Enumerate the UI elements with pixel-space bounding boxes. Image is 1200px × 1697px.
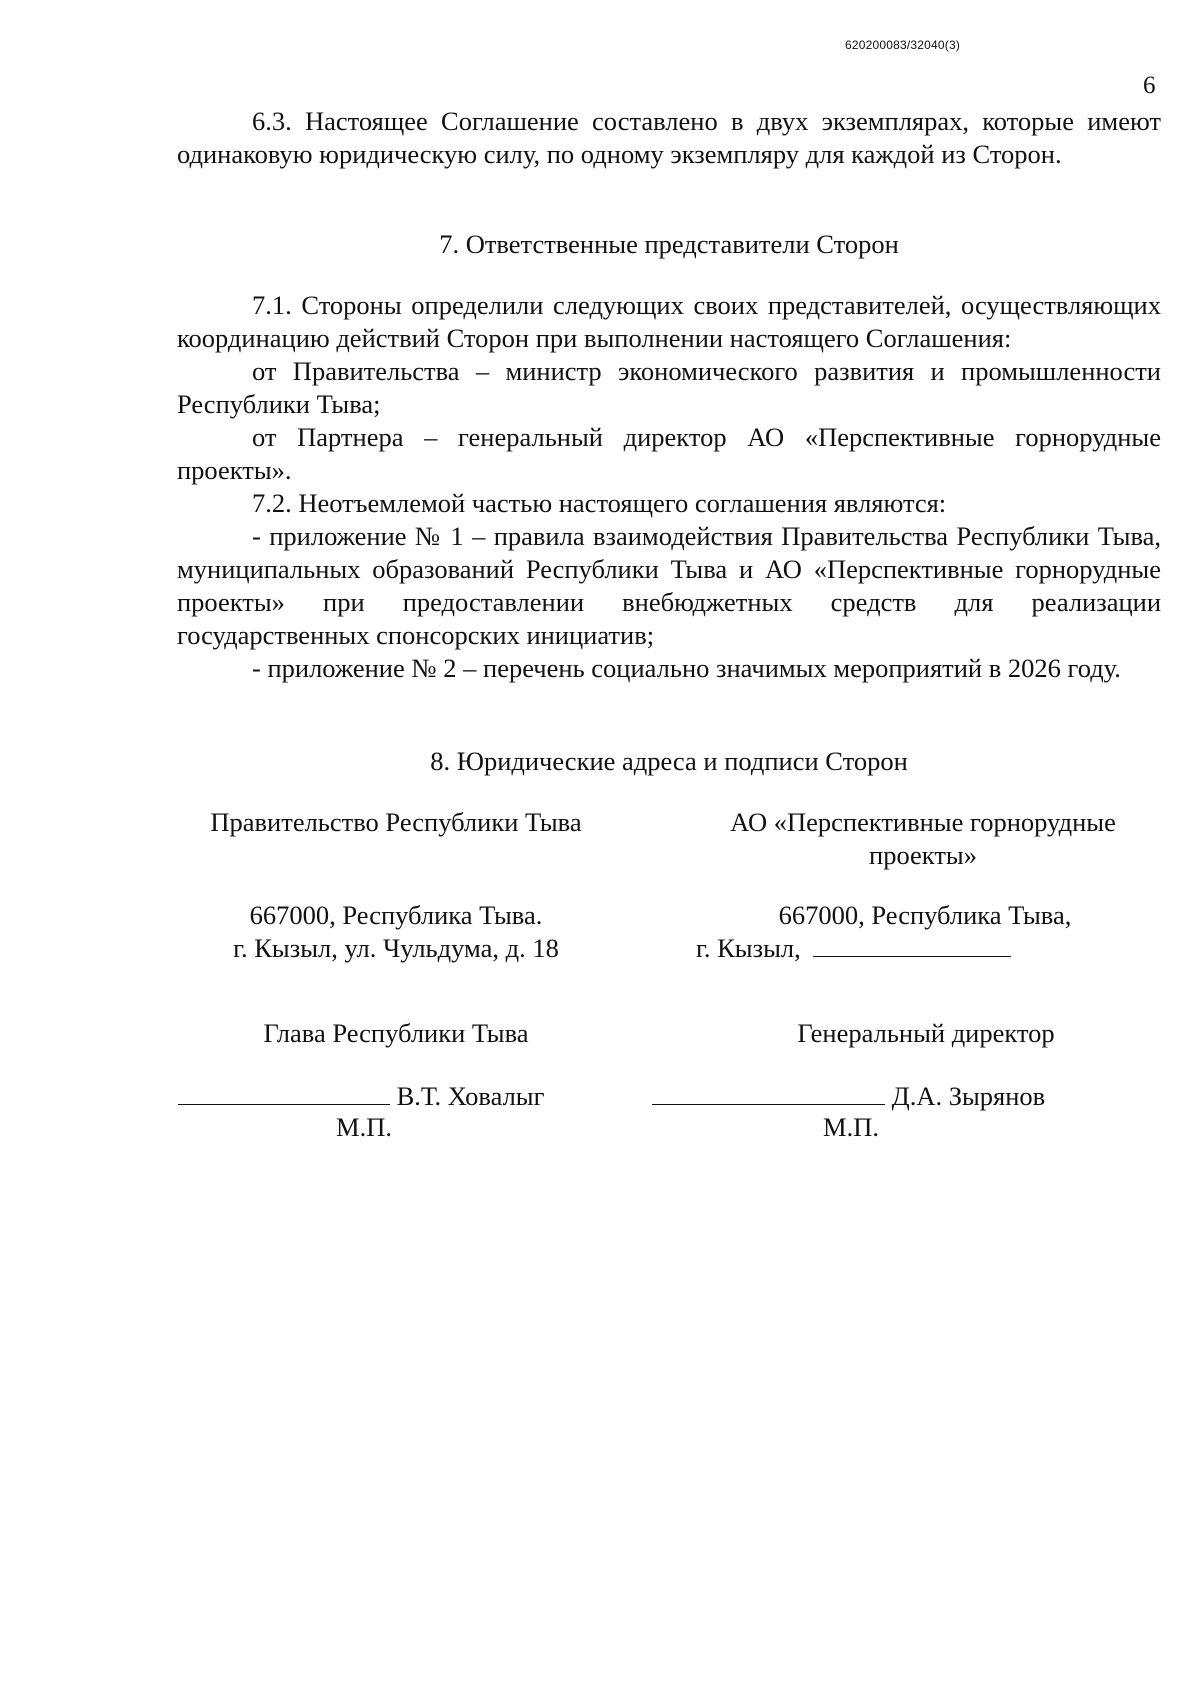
page-number: 6	[1143, 72, 1156, 99]
government-address-line1: 667000, Республика Тыва.	[249, 900, 543, 930]
government-seal-mark: М.П.	[336, 1112, 392, 1142]
clause-6-3: 6.3. Настоящее Соглашение составлено в двух экземплярах, которые имеют одинаковую юридическую силу, по одному экземпляру для каждой из Сторон.	[177, 106, 1161, 169]
partner-position: Генеральный директор	[797, 1018, 1055, 1048]
partner-address-line2: г. Кызыл,	[696, 933, 801, 963]
document-id: 620200083/32040(3)	[845, 38, 961, 52]
address-blank-line	[813, 956, 1011, 957]
appendix-2: - приложение № 2 – перечень социально значимых мероприятий в 2026 году.	[252, 653, 1121, 683]
party-partner-line1: АО «Перспективные горнорудные	[730, 807, 1116, 837]
partner-address-line2-row	[696, 932, 1011, 965]
appendix-1: - приложение № 1 – правила взаимодействия Правительства Республики Тыва, муниципальных образований Республики Тыва и АО «Перспективные горнорудные проекты» при предоставлении внебюджетных средств для реализации государственных спонсорских инициатив;	[177, 521, 1161, 650]
section-8-block	[177, 745, 1161, 778]
partner-address-line1: 667000, Республика Тыва,	[778, 900, 1072, 930]
partner-signatory: Д.А. Зырянов	[891, 1081, 1046, 1111]
partner-signature-row	[652, 1080, 1045, 1113]
partner-seal-mark: М.П.	[823, 1112, 879, 1142]
section-7-title: 7. Ответственные представители Сторон	[439, 229, 899, 259]
party-partner-line2: проекты»	[869, 840, 977, 870]
clause-7-1: 7.1. Стороны определили следующих своих представителей, осуществляющих координацию действий Сторон при выполнении настоящего Соглашения:	[177, 290, 1161, 353]
section-7-body	[177, 289, 1161, 685]
government-position: Глава Республики Тыва	[263, 1018, 529, 1048]
clause-6-3-block	[177, 105, 1161, 171]
rep-government: от Правительства – министр экономического развития и промышленности Республики Тыва;	[177, 356, 1161, 419]
government-address-line2: г. Кызыл, ул. Чульдума, д. 18	[233, 933, 559, 963]
rep-partner: от Партнера – генеральный директор АО «Перспективные горнорудные проекты».	[177, 422, 1161, 485]
government-signature-row	[178, 1080, 544, 1113]
party-government: Правительство Республики Тыва	[210, 807, 582, 837]
signature-line	[652, 1104, 885, 1105]
section-8-title: 8. Юридические адреса и подписи Сторон	[430, 746, 908, 776]
clause-7-2: 7.2. Неотъемлемой частью настоящего соглашения являются:	[252, 488, 947, 518]
government-signatory: В.Т. Ховалыг	[396, 1081, 545, 1111]
signature-line	[178, 1104, 390, 1105]
section-7-block	[177, 228, 1161, 261]
